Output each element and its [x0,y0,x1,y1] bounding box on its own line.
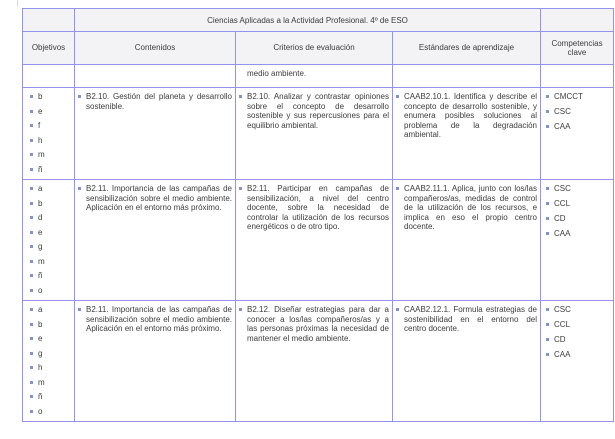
objetivo-item [30,378,72,388]
objetivo-letter: e [38,334,43,343]
objetivo-item [30,150,72,160]
bullet-icon [30,95,33,98]
estandar-item [393,88,540,140]
objetivos-cell [23,301,75,422]
competencias-cell [541,88,614,180]
objetivos-list [23,88,74,174]
competencia-code: CAA [554,122,571,131]
curriculum-table [22,8,614,422]
bullet-icon [30,308,33,311]
competencia-code: CCL [554,320,571,329]
bullet-icon [239,95,242,98]
bullet-icon [30,124,33,127]
contenido-text: B2.11. Importancia de las campañas de sensibilización sobre el medio ambiente. Aplicación en el entorno más próximo. [86,305,232,333]
carryover-row [23,65,614,88]
bullet-icon [30,187,33,190]
objetivo-letter: h [38,363,43,372]
criterios-cell [236,65,393,88]
competencia-code: CSC [554,184,571,193]
bullet-icon [546,232,549,235]
criterios-cell [236,180,393,301]
criterio-text: B2.10. Analizar y contrastar opiniones sobre el concepto de desarrollo sostenible y sus repercusiones para el equilibrio ambiental. [247,92,389,130]
competencia-item [546,350,611,360]
bullet-icon [30,323,33,326]
estandar-text: CAAB2.12.1. Formula estrategias de sostenibilidad en el entorno del centro docente. [404,305,538,333]
competencia-item [546,335,611,345]
bullet-icon [30,245,33,248]
competencia-item [546,92,611,102]
criterio-item [236,301,392,343]
competencia-code: CSC [554,107,571,116]
competencia-item [546,107,611,117]
objetivo-item [30,257,72,267]
objetivo-letter: o [38,406,43,416]
objetivo-item [30,407,72,417]
table-row [23,88,614,180]
bullet-icon [546,323,549,326]
objetivos-list [23,180,74,295]
objetivo-item [30,392,72,402]
empty-corner-cell [23,9,75,32]
objetivo-item [30,334,72,344]
objetivo-letter: m [38,377,45,387]
objetivo-item [30,242,72,252]
contenido-text: B2.11. Importancia de las campañas de sensibilización sobre el medio ambiente. Aplicación en el entorno más próximo. [86,184,232,212]
bullet-icon [546,95,549,98]
page-edge-mark [17,0,18,7]
criterios-continuation-text: medio ambiente. [247,69,307,78]
column-header-estandares: Estándares de aprendizaje [393,32,541,65]
bullet-icon [30,260,33,263]
competencias-list [541,301,613,360]
bullet-icon [546,338,549,341]
objetivo-letter: e [38,106,43,116]
objetivo-letter: f [38,121,41,130]
estandares-cell [393,180,541,301]
bullet-icon [546,125,549,128]
competencia-item [546,229,611,239]
objetivo-item [30,286,72,296]
competencias-cell [541,301,614,422]
table-title-row [23,9,614,32]
bullet-icon [546,110,549,113]
estandar-text: CAAB2.10.1. Identifica y describe el concepto de desarrollo sostenible, y enumera posibles soluciones al problema de la degradación ambiental. [404,92,538,139]
competencia-code: CD [554,214,566,223]
objetivo-letter: b [38,92,43,101]
competencia-item [546,320,611,330]
criterios-cell [236,301,393,422]
objetivo-item [30,121,72,131]
bullet-icon [30,202,33,205]
bullet-icon [78,308,81,311]
objetivo-letter: b [38,319,43,329]
competencia-code: CMCCT [554,92,583,101]
contenido-item [75,301,235,334]
competencia-code: CAA [554,350,571,359]
competencias-cell [541,180,614,301]
bullet-icon [396,308,399,311]
estandares-cell [393,301,541,422]
competencia-item [546,305,611,315]
competencia-code: CD [554,335,566,344]
objetivo-letter: a [38,184,43,193]
objetivos-list [23,301,74,416]
bullet-icon [30,381,33,384]
bullet-icon [546,217,549,220]
objetivo-item [30,165,72,175]
objetivos-cell [23,65,75,88]
bullet-icon [30,216,33,219]
bullet-icon [30,274,33,277]
estandar-item [393,180,540,232]
criterio-item [236,180,392,232]
bullet-icon [239,308,242,311]
estandares-cell [393,65,541,88]
objetivo-letter: m [38,256,45,266]
objetivo-item [30,184,72,194]
bullet-icon [396,95,399,98]
objetivo-letter: d [38,213,43,222]
contenidos-cell [75,301,236,422]
column-header-competencias: Competencias clave [541,32,614,65]
bullet-icon [239,187,242,190]
bullet-icon [30,337,33,340]
bullet-icon [396,187,399,190]
estandares-cell [393,88,541,180]
objetivo-item [30,213,72,223]
competencia-item [546,122,611,132]
table-title: Ciencias Aplicadas a la Actividad Profesional. 4º de ESO [75,9,541,32]
competencias-list [541,88,613,132]
competencia-code: CAA [554,229,571,238]
objetivo-letter: o [38,285,43,295]
competencias-list [541,180,613,239]
bullet-icon [546,308,549,311]
estandar-item [393,301,540,334]
bullet-icon [546,202,549,205]
table-row [23,180,614,301]
contenido-text: B2.10. Gestión del planeta y desarrollo sostenible. [86,92,232,111]
criterio-item [236,88,392,130]
objetivo-item [30,363,72,373]
objetivo-letter: b [38,198,43,208]
objetivos-cell [23,180,75,301]
contenido-item [75,88,235,111]
competencia-item [546,199,611,209]
criterio-text: B2.12. Diseñar estrategias para dar a conocer a los/las compañeros/as y a las personas próximas la necesidad de mantener el medio ambiente. [247,305,389,343]
competencias-cell [541,65,614,88]
objetivo-letter: ñ [38,392,43,401]
objetivo-item [30,271,72,281]
column-header-row [23,32,614,65]
objetivo-letter: ñ [38,271,43,280]
bullet-icon [30,139,33,142]
objetivos-cell [23,88,75,180]
estandar-text: CAAB2.11.1. Aplica, junto con los/las compañeros/as, medidas de control de la utilización de los recursos, e implica en eso el propio centro docente. [404,184,538,231]
bullet-icon [30,153,33,156]
bullet-icon [30,289,33,292]
bullet-icon [30,168,33,171]
bullet-icon [30,352,33,355]
objetivo-letter: m [38,150,45,159]
contenidos-cell [75,65,236,88]
empty-corner-cell [541,9,614,32]
bullet-icon [78,187,81,190]
competencia-code: CSC [554,305,571,314]
bullet-icon [78,95,81,98]
objetivo-item [30,136,72,146]
table-row [23,301,614,422]
contenidos-cell [75,88,236,180]
objetivo-letter: g [38,242,43,251]
objetivo-letter: g [38,348,43,358]
objetivo-item [30,107,72,117]
objetivo-letter: e [38,227,43,237]
contenidos-cell [75,180,236,301]
bullet-icon [30,231,33,234]
column-header-objetivos: Objetivos [23,32,75,65]
objetivo-item [30,199,72,209]
criterio-text: B2.11. Participar en campañas de sensibilización, a nivel del centro docente, sobre la necesidad de controlar la utilización de los recursos energéticos o de otro tipo. [247,184,389,231]
bullet-icon [30,410,33,413]
competencia-code: CCL [554,199,571,208]
contenido-item [75,180,235,213]
bullet-icon [546,353,549,356]
bullet-icon [30,395,33,398]
objetivo-letter: h [38,135,43,145]
column-header-contenidos: Contenidos [75,32,236,65]
objetivo-letter: ñ [38,164,43,174]
objetivo-item [30,320,72,330]
bullet-icon [30,366,33,369]
objetivo-item [30,92,72,102]
competencia-item [546,214,611,224]
column-header-criterios: Criterios de evaluación [236,32,393,65]
objetivo-item [30,349,72,359]
objetivo-letter: a [38,305,43,314]
objetivo-item [30,305,72,315]
competencia-item [546,184,611,194]
bullet-icon [30,110,33,113]
criterios-cell [236,88,393,180]
bullet-icon [546,187,549,190]
objetivo-item [30,228,72,238]
